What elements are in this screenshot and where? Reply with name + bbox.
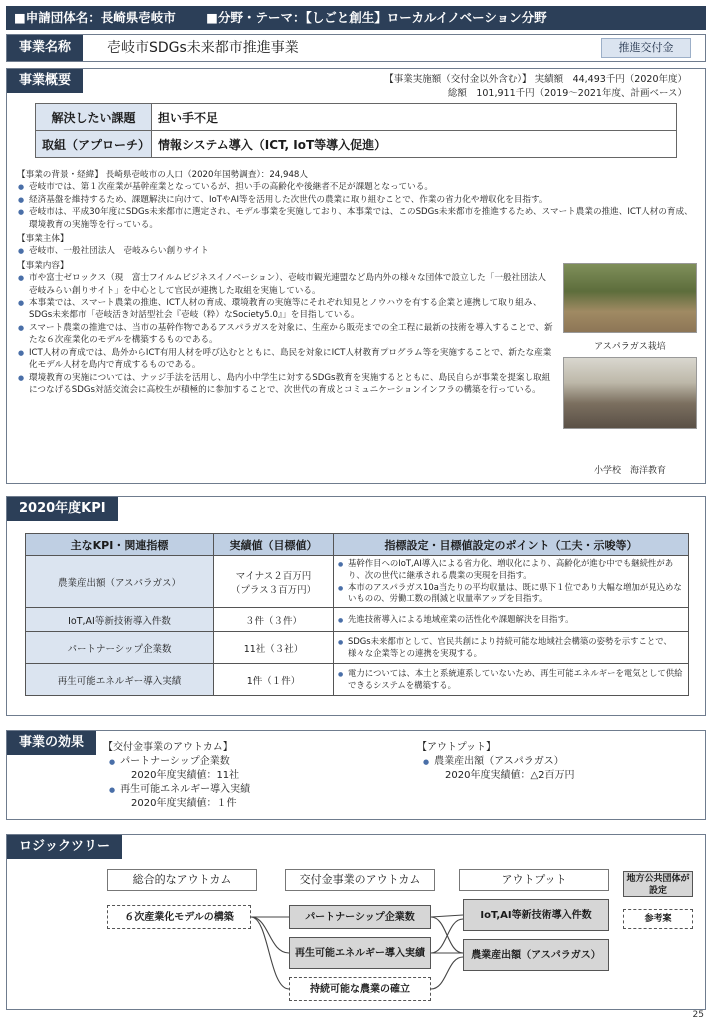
approach-label: 取組（アプローチ） xyxy=(36,131,152,158)
budget-info xyxy=(384,73,687,101)
kpi-points-list xyxy=(338,558,684,604)
node-sustainable: 持続可能な農業の確立 xyxy=(289,977,431,1001)
node-iot-ai: IoT,AI等新技術導入件数 xyxy=(463,899,609,931)
list-item: ● スマート農業の推進では、当市の基幹作物であるアスパラガスを対象に、生産から販売までの全工程に最新の技術を導入することで、新たな６次産業化のモデルを構築するものである。 xyxy=(17,322,557,347)
budget-total: 総額 101,911千円（2019～2021年度、計画ベース） xyxy=(447,88,687,99)
list-item: ● 基幹作目へのIoT,AI導入による省力化、増収化により、高齢化が進む中でも継続性があり、次の世代に継承される農業の実現を目指す。 xyxy=(338,558,684,581)
kpi-value: ３件（３件） xyxy=(214,608,334,632)
list-item: ● 環境教育の実施については、ナッジ手法を活用し、島内小中学生に対するSDGs教育を実施するとともに、島民自らが事業を提案し取組につなげるSDGs対話交流会に高校生が積極的に参加することで、次世代の育成とコミュニケーションインフラの構築を行っている。 xyxy=(17,372,557,397)
list-item: ● 壱岐市、一般社団法人 壱岐みらい創りサイト xyxy=(17,245,557,257)
logic-tree-tab: ロジックツリー xyxy=(7,835,122,859)
node-partnership: パートナーシップ企業数 xyxy=(289,905,431,929)
node-agri-output: 農業産出額（アスパラガス） xyxy=(463,939,609,971)
kpi-points-list xyxy=(338,668,684,691)
kpi-value-actual: マイナス２百万円 xyxy=(235,570,312,582)
budget-actual: 【事業実施額（交付金以外含む）】 実績額 44,493千円（2020年度） xyxy=(384,74,687,85)
content-title: 【事業内容】 xyxy=(17,260,69,271)
issue-table xyxy=(35,103,677,158)
grant-badge: 推進交付金 xyxy=(601,38,691,58)
kpi-points-list xyxy=(338,636,684,659)
overview-section xyxy=(6,68,706,484)
node-renewable: 再生可能エネルギー導入実績 xyxy=(289,937,431,969)
table-row xyxy=(26,664,689,696)
bullet-icon: ● xyxy=(109,786,116,794)
kpi-points xyxy=(334,664,689,696)
list-item: ● 壱岐市は、平成30年度にSDGs未来都市に選定され、モデル事業を実施しており、本事業では、このSDGs未来都市を推進するため、スマート農業の推進、ICT人材の育成、環境教育の実施等を行っている。 xyxy=(17,206,693,231)
project-name: 壱岐市SDGs未来都市推進事業 xyxy=(107,40,299,56)
outcome-label: 再生可能エネルギー導入実績 xyxy=(120,784,251,795)
outcome-value: 2020年度実績値：11社 xyxy=(131,770,240,781)
background-title: 【事業の背景・経緯】 長崎県壱岐市の人口（2020年国勢調査）：24,948人 xyxy=(17,170,308,180)
bullet-icon: ● xyxy=(109,758,116,766)
issue-row xyxy=(36,104,677,131)
classroom-photo xyxy=(563,357,697,429)
outcome-title: 【交付金事業のアウトカム】 xyxy=(103,742,233,753)
classroom-caption: 小学校 海洋教育 xyxy=(593,466,666,476)
outcome-label: パートナーシップ企業数 xyxy=(120,756,230,767)
kpi-header-points: 指標設定・目標値設定のポイント（工夫・示唆等） xyxy=(334,534,689,556)
legend-municipal: 地方公共団体が設定 xyxy=(623,871,693,897)
kpi-value xyxy=(214,556,334,608)
output-item xyxy=(417,755,575,769)
overview-tab: 事業概要 xyxy=(7,69,83,93)
list-item: ● 経済基盤を維持するため、課題解決に向けて、IoTやAI等を活用した次世代の農業に取り組むことで、作業の省力化や増収化を目指す。 xyxy=(17,194,693,206)
kpi-indicator: パートナーシップ企業数 xyxy=(26,632,214,664)
kpi-table xyxy=(25,533,689,696)
kpi-value: 1件（１件） xyxy=(214,664,334,696)
table-row xyxy=(26,632,689,664)
entity-title: 【事業主体】 xyxy=(17,234,69,245)
kpi-points xyxy=(334,608,689,632)
list-item: ● 先進技術導入による地域産業の活性化や課題解決を目指す。 xyxy=(338,614,684,626)
legend-reference: 参考案 xyxy=(623,909,693,929)
output-title: 【アウトプット】 xyxy=(417,742,496,753)
kpi-value: 11社（３社） xyxy=(214,632,334,664)
approach-value: 情報システム導入（ICT, IoT等導入促進） xyxy=(152,131,677,158)
theme-label: ■分野・テーマ：【しごと創生】ローカルイノベーション分野 xyxy=(206,10,547,25)
background-list xyxy=(17,181,693,231)
entity-list xyxy=(17,245,557,257)
project-name-tab: 事業名称 xyxy=(7,35,83,61)
kpi-points xyxy=(334,632,689,664)
content-list xyxy=(17,272,557,396)
outcome-item xyxy=(103,755,250,769)
list-item: ● 本事業では、スマート農業の推進、ICT人材の育成、環境教育の実施等にそれぞれ知見とノウハウを有する企業と連携して取り組み、SDGs未来都市「壱岐活き対話型社会『壱岐（粋）なSociety5.0』」を目指している。 xyxy=(17,297,557,322)
asparagus-photo xyxy=(563,263,697,333)
kpi-points-list xyxy=(338,614,684,626)
kpi-points xyxy=(334,556,689,608)
list-item: ● 壱岐市では、第１次産業が基幹産業となっているが、担い手の高齢化や後継者不足が課題となっている。 xyxy=(17,181,693,193)
table-row xyxy=(26,556,689,608)
effect-tab: 事業の効果 xyxy=(7,731,96,755)
list-item: ● 電力については、本土と系統連系していないため、再生可能エネルギーを電気として供給できるシステムを構築する。 xyxy=(338,668,684,691)
outcome-value: 2020年度実績値：１件 xyxy=(131,798,237,809)
issue-label: 解決したい課題 xyxy=(36,104,152,131)
bullet-icon: ● xyxy=(423,758,430,766)
kpi-header-row xyxy=(26,534,689,556)
effect-section xyxy=(6,730,706,820)
applicant-label: ■申請団体名：長崎県壱岐市 xyxy=(14,10,176,25)
logic-tree-section xyxy=(6,834,706,1010)
output-value: 2020年度実績値：△2百万円 xyxy=(445,770,575,781)
outcome-item xyxy=(103,783,250,797)
table-row xyxy=(26,608,689,632)
asparagus-caption: アスパラガス栽培 xyxy=(594,342,666,352)
kpi-header-indicator: 主なKPI・関連指標 xyxy=(26,534,214,556)
kpi-tab: 2020年度KPI xyxy=(7,497,118,521)
page-number: 25 xyxy=(692,1010,704,1020)
kpi-indicator: 再生可能エネルギー導入実績 xyxy=(26,664,214,696)
project-name-row xyxy=(6,34,706,62)
output-column xyxy=(417,741,575,783)
col-grant-outcome: 交付金事業のアウトカム xyxy=(285,869,435,891)
kpi-header-value: 実績値（目標値） xyxy=(214,534,334,556)
col-comprehensive-outcome: 総合的なアウトカム xyxy=(107,869,257,891)
list-item: ● 市や富士ゼロックス（現 富士フイルムビジネスイノベーション）、壱岐市観光連盟など島内外の様々な団体で設立した「一般社団法人 壱岐みらい創りサイト」を中心として官民が連携した取組を実施している。 xyxy=(17,272,557,297)
list-item: ● SDGs未来都市として、官民共創により持続可能な地域社会構築の姿勢を示すことで、様々な企業等との連携を実現する。 xyxy=(338,636,684,659)
kpi-section xyxy=(6,496,706,716)
list-item: ● 本市のアスパラガス10a当たりの平均収量は、既に県下１位であり大幅な増加が見込めないものの、労働工数の削減と収量率アップを目指す。 xyxy=(338,582,684,605)
issue-value: 担い手不足 xyxy=(152,104,677,131)
header-bar xyxy=(6,6,706,30)
kpi-value-target: （プラス３百万円） xyxy=(230,584,317,596)
kpi-indicator: 農業産出額（アスパラガス） xyxy=(26,556,214,608)
approach-row xyxy=(36,131,677,158)
kpi-indicator: IoT,AI等新技術導入件数 xyxy=(26,608,214,632)
node-sixth-industry: ６次産業化モデルの構築 xyxy=(107,905,251,929)
col-output: アウトプット xyxy=(459,869,609,891)
list-item: ● ICT人材の育成では、島外からICT有用人材を呼び込むとともに、島民を対象にICT人材教育プログラム等を実施することで、新たな産業化モデル人材を島内で育成するものである。 xyxy=(17,347,557,372)
outcome-column xyxy=(103,741,250,811)
output-label: 農業産出額（アスパラガス） xyxy=(434,756,564,767)
